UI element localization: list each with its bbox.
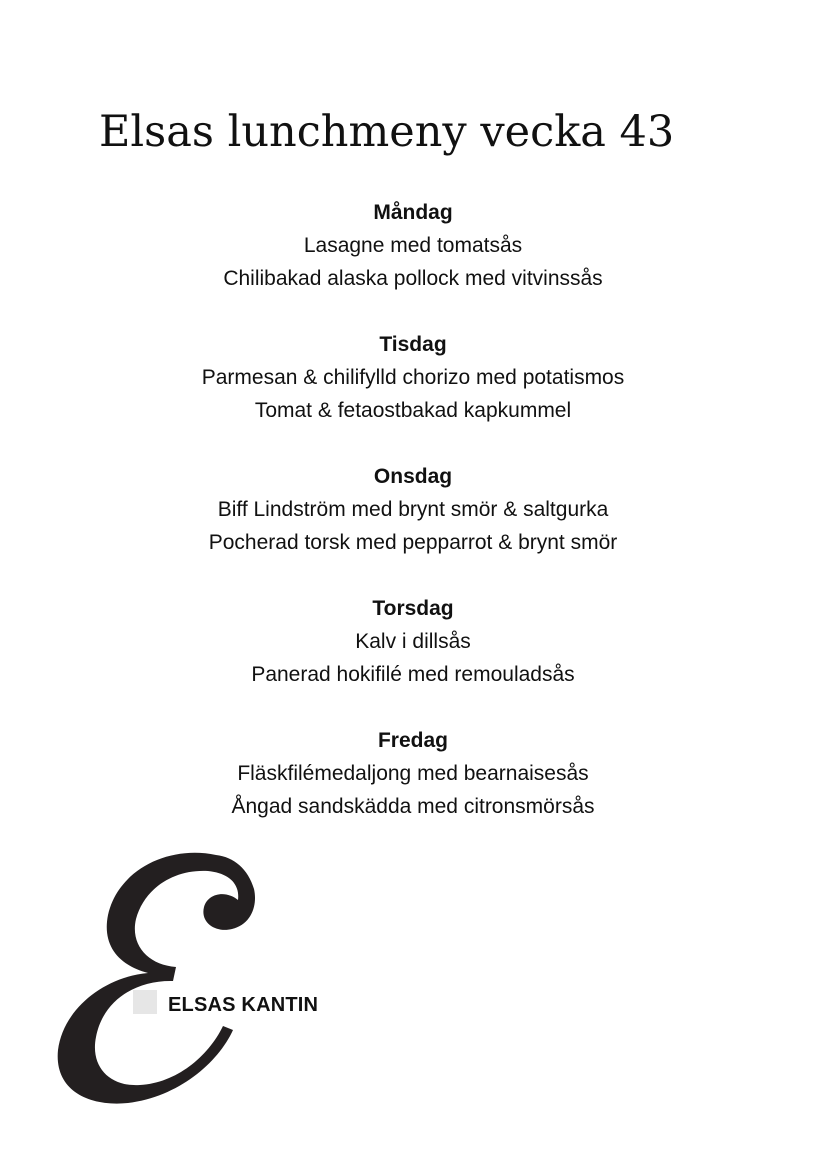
day-heading: Tisdag	[379, 333, 447, 356]
dish-item: Tomat & fetaostbakad kapkummel	[254, 399, 572, 422]
logo-square	[133, 990, 157, 1014]
day-heading: Fredag	[377, 729, 448, 752]
day-heading: Torsdag	[372, 597, 454, 620]
dish-item: Lasagne med tomatsås	[303, 234, 523, 257]
dish-item: Fläskfilémedaljong med bearnaisesås	[237, 762, 589, 785]
day-section-tuesday	[0, 328, 826, 427]
day-section-friday	[0, 724, 826, 823]
dish-item: Chilibakad alaska pollock med vitvinssås	[223, 267, 603, 290]
day-section-wednesday	[0, 460, 826, 559]
logo-wordmark: ELSAS KANTIN	[168, 994, 319, 1016]
dish-item: Parmesan & chilifylld chorizo med potatismos	[201, 366, 625, 389]
dish-item: Biff Lindström med brynt smör & saltgurka	[217, 498, 609, 521]
dish-item: Kalv i dillsås	[355, 630, 471, 653]
dish-item: Pocherad torsk med pepparrot & brynt smör	[208, 531, 618, 554]
day-heading: Onsdag	[373, 465, 453, 488]
day-section-monday	[0, 196, 826, 295]
logo-shape	[58, 853, 255, 1104]
script-e-logo-icon	[48, 845, 268, 1115]
page-title: Elsas lunchmeny vecka 43	[99, 107, 675, 157]
dish-item: Ångad sandskädda med citronsmörsås	[231, 795, 595, 818]
day-heading: Måndag	[373, 201, 453, 224]
dish-item: Panerad hokifilé med remouladsås	[251, 663, 575, 686]
weekly-menu	[0, 196, 826, 856]
day-section-thursday	[0, 592, 826, 691]
